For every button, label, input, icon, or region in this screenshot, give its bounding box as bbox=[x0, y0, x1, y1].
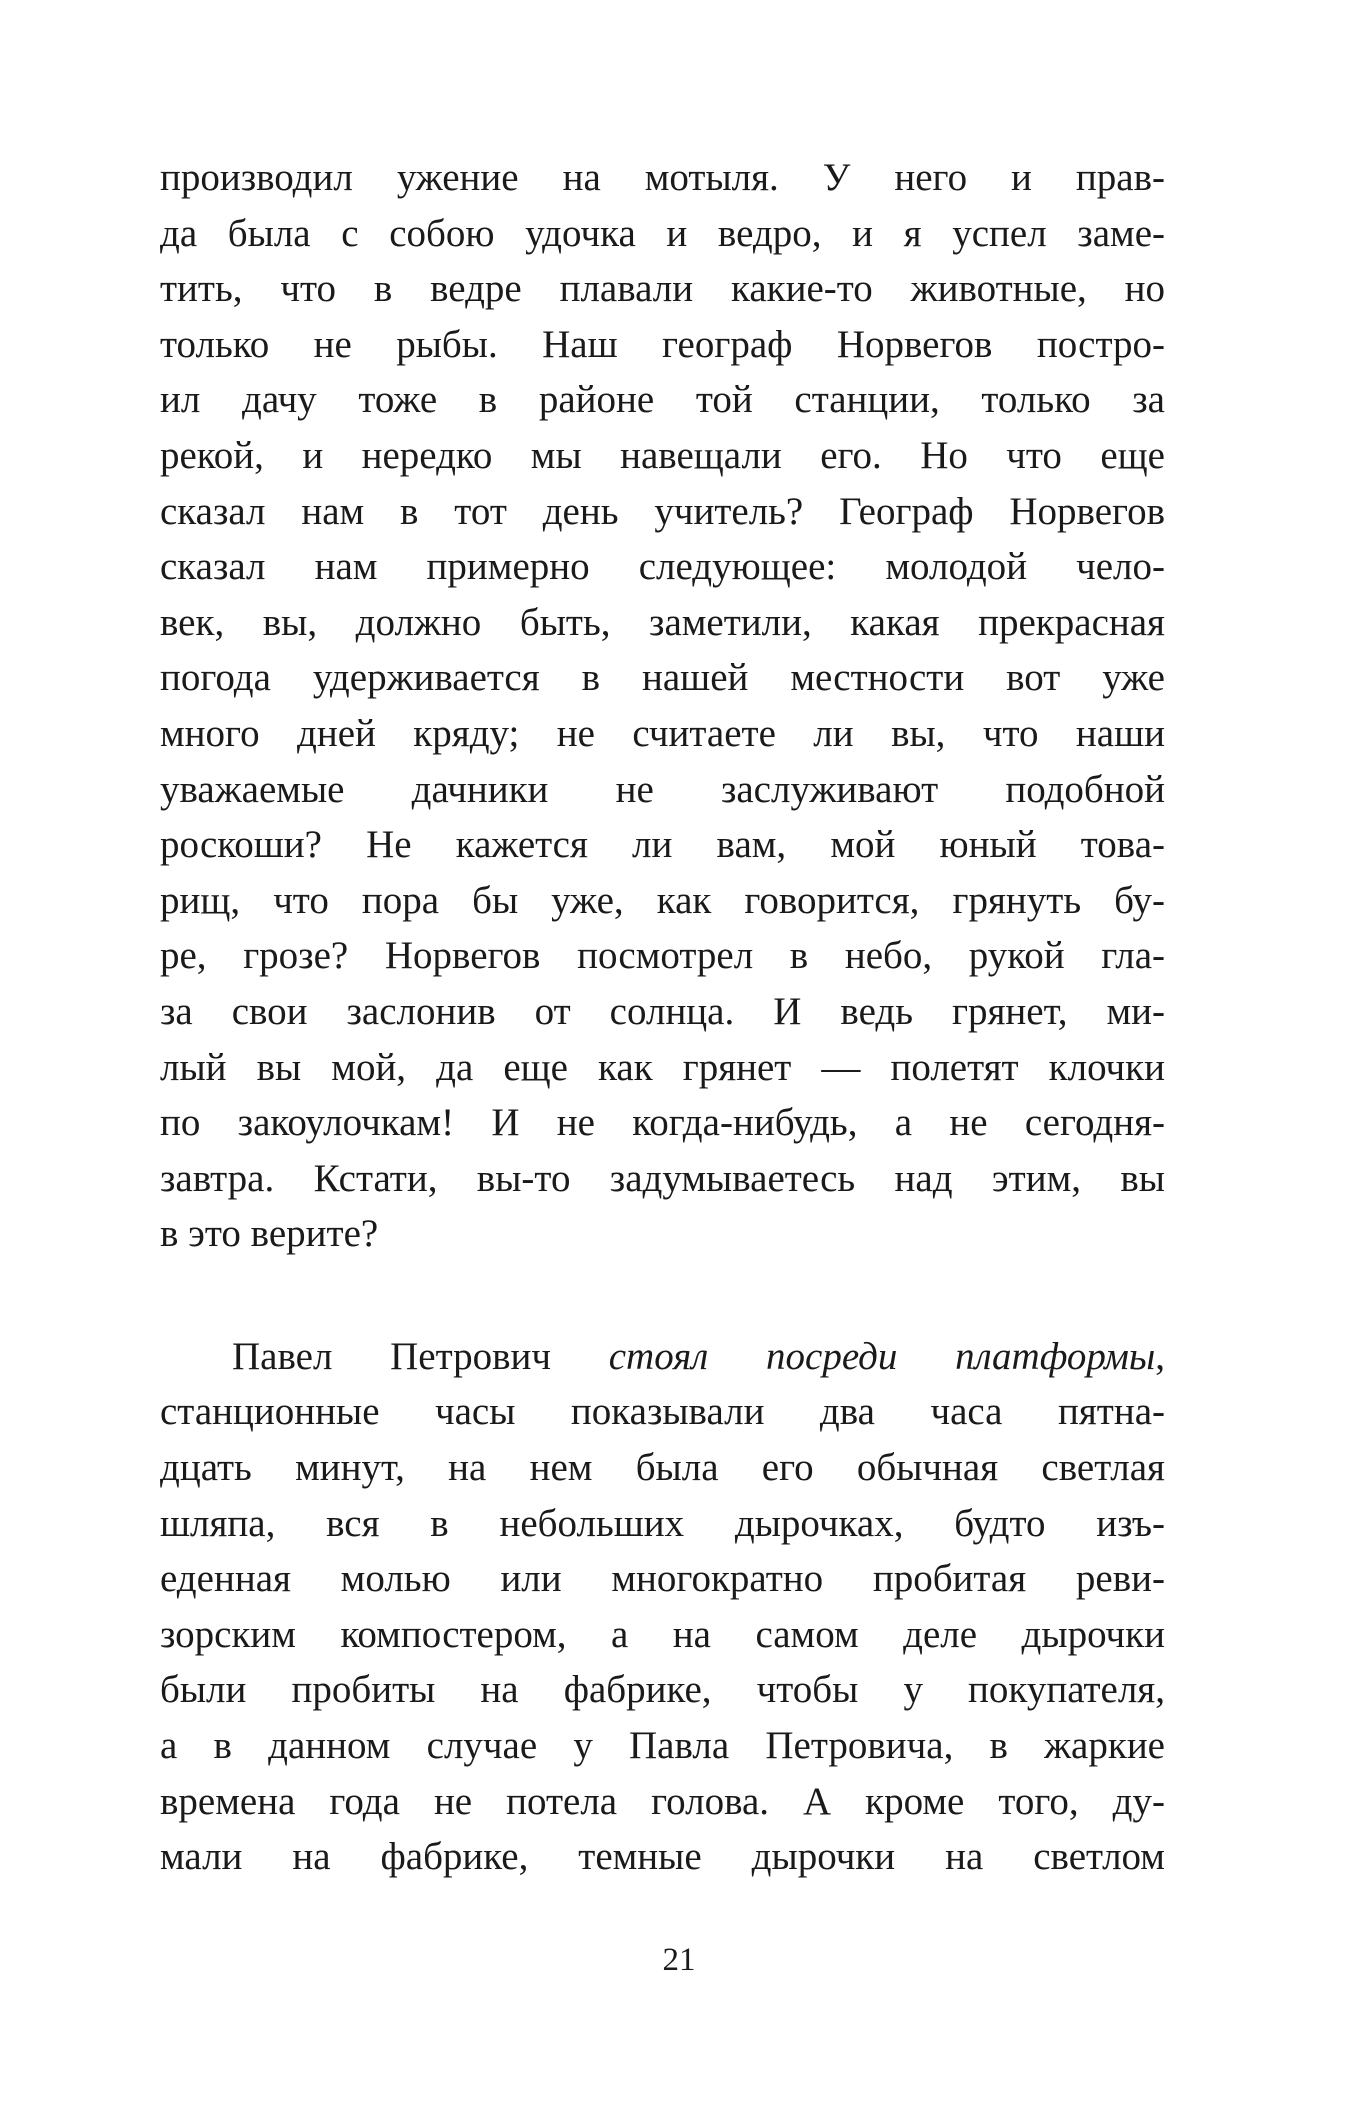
text-line: лый вы мой, да еще как грянет — полетят клочки bbox=[160, 1045, 1165, 1089]
text-line: по закоулочкам! И не когда-нибудь, а не сегодня- bbox=[160, 1101, 1165, 1145]
text-line: много дней кряду; не считаете ли вы, что наши bbox=[160, 711, 1165, 755]
page-body bbox=[160, 150, 1165, 1885]
text-line: завтра. Кстати, вы-то задумываетесь над этим, вы bbox=[160, 1156, 1165, 1200]
text-line: шляпа, вся в небольших дырочках, будто изъ- bbox=[160, 1501, 1165, 1545]
text-line: тить, что в ведре плавали какие-то животные, но bbox=[160, 267, 1165, 311]
text-line: за свои заслонив от солнца. И ведь грянет, ми- bbox=[160, 989, 1165, 1033]
text-line: а в данном случае у Павла Петровича, в жаркие bbox=[160, 1724, 1165, 1768]
text-line: роскоши? Не кажется ли вам, мой юный това- bbox=[160, 823, 1165, 867]
text-line-first bbox=[160, 1329, 1165, 1385]
italic-emphasis: стоял посреди платформы bbox=[608, 1334, 1156, 1378]
text-run: Павел Петрович bbox=[232, 1334, 609, 1378]
text-line: рекой, и нередко мы навещали его. Но что еще bbox=[160, 433, 1165, 477]
text-run: , bbox=[1155, 1334, 1166, 1378]
text-line: уважаемые дачники не заслуживают подобной bbox=[160, 767, 1165, 811]
text-line: производил ужение на мотыля. У него и прав- bbox=[160, 156, 1165, 199]
text-line: сказал нам примерно следующее: молодой чело- bbox=[160, 545, 1165, 589]
text-line: век, вы, должно быть, заметили, какая прекрасная bbox=[160, 600, 1165, 644]
text-line: еденная молью или многократно пробитая реви- bbox=[160, 1557, 1165, 1601]
text-line: да была с собою удочка и ведро, и я успел заме- bbox=[160, 211, 1165, 255]
text-line: ил дачу тоже в районе той станции, только за bbox=[160, 378, 1165, 422]
text-line: только не рыбы. Наш географ Норвегов постро- bbox=[160, 322, 1165, 366]
text-line: в это верите? bbox=[160, 1212, 379, 1256]
page-number: 21 bbox=[662, 1942, 696, 1978]
text-line: были пробиты на фабрике, чтобы у покупателя, bbox=[160, 1668, 1165, 1712]
text-line: мали на фабрике, темные дырочки на светлом bbox=[160, 1835, 1165, 1879]
paragraph-spacer bbox=[160, 1262, 1165, 1329]
text-line: погода удерживается в нашей местности вот уже bbox=[160, 656, 1165, 700]
text-line: времена года не потела голова. А кроме того, ду- bbox=[160, 1779, 1165, 1823]
text-line: рищ, что пора бы уже, как говорится, грянуть бу- bbox=[160, 878, 1165, 922]
text-line: зорским компостером, а на самом деле дырочки bbox=[160, 1612, 1165, 1656]
text-line: дцать минут, на нем была его обычная светлая bbox=[160, 1446, 1165, 1490]
text-line: сказал нам в тот день учитель? Географ Норвегов bbox=[160, 489, 1165, 533]
paragraph-1 bbox=[160, 150, 1165, 1262]
text-line: станционные часы показывали два часа пятна- bbox=[160, 1390, 1165, 1434]
text-line: ре, грозе? Норвегов посмотрел в небо, рукой гла- bbox=[160, 934, 1165, 978]
paragraph-2 bbox=[160, 1329, 1165, 1885]
